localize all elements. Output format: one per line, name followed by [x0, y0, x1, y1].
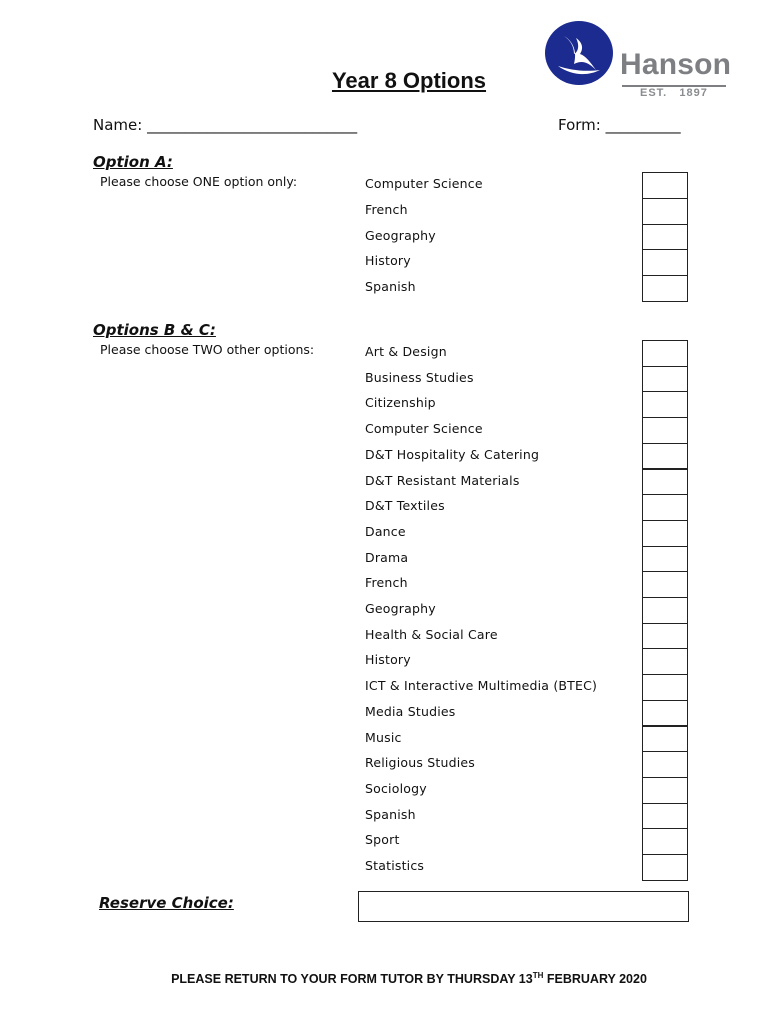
choice-checkbox[interactable] [642, 417, 688, 444]
choice-checkbox[interactable] [642, 597, 688, 624]
subject-label: D&T Textiles [365, 498, 445, 514]
page-title: Year 8 Options [331, 68, 487, 93]
choice-checkbox[interactable] [642, 249, 688, 276]
choice-checkbox[interactable] [642, 340, 688, 367]
choice-checkbox[interactable] [642, 751, 688, 778]
choice-checkbox[interactable] [642, 198, 688, 225]
subject-label: Health & Social Care [365, 626, 498, 642]
choice-checkbox[interactable] [642, 494, 688, 521]
subject-label: French [365, 575, 408, 591]
subject-label: Statistics [365, 858, 425, 873]
subject-label: History [365, 253, 411, 269]
subject-label: Art & Design [365, 344, 447, 359]
subject-label: Religious Studies [365, 755, 475, 771]
subject-label: Computer Science [365, 421, 483, 437]
subject-label: Media Studies [365, 703, 456, 719]
footer-date: FEBRUARY 2020 [543, 972, 647, 986]
footer-superscript: TH [532, 971, 544, 980]
choice-checkbox[interactable] [642, 674, 688, 701]
choice-checkbox[interactable] [642, 366, 688, 393]
subject-label: Spanish [365, 279, 416, 295]
subject-label: Geography [365, 601, 436, 616]
choice-checkbox[interactable] [642, 224, 688, 251]
choice-checkbox[interactable] [642, 726, 688, 753]
option-a-instruction: Please choose ONE option only: [100, 174, 298, 189]
options-bc-instruction: Please choose TWO other options: [100, 342, 315, 357]
choice-checkbox[interactable] [642, 803, 688, 830]
subject-label: Citizenship [365, 395, 436, 411]
choice-checkbox[interactable] [642, 623, 688, 650]
name-field[interactable]: Name: ____________________________ [93, 116, 358, 134]
subject-label: Drama [365, 549, 409, 565]
option-a-title: Option A: [93, 153, 173, 171]
form-field[interactable]: Form: __________ [558, 116, 681, 134]
choice-checkbox[interactable] [642, 777, 688, 804]
subject-label: Geography [365, 227, 436, 243]
reserve-choice-title: Reserve Choice: [99, 894, 234, 912]
subject-label: Dance [365, 523, 406, 539]
footer-instruction [0, 971, 770, 986]
choice-checkbox[interactable] [642, 648, 688, 675]
choice-checkbox[interactable] [642, 469, 688, 496]
choice-checkbox[interactable] [642, 571, 688, 598]
choice-checkbox[interactable] [642, 700, 688, 727]
subject-label: Sociology [365, 780, 427, 796]
subject-label: Spanish [365, 806, 416, 822]
subject-label: Business Studies [365, 369, 474, 385]
subject-label: ICT & Interactive Multimedia (BTEC) [365, 678, 598, 694]
options-bc-title: Options B & C: [93, 321, 216, 339]
logo-name: Hanson [620, 48, 732, 81]
reserve-choice-box[interactable] [358, 891, 689, 922]
choice-checkbox[interactable] [642, 172, 688, 199]
subject-label: D&T Resistant Materials [365, 472, 520, 488]
subject-label: French [365, 201, 408, 217]
choice-checkbox[interactable] [642, 828, 688, 855]
logo-est: EST. 1897 [640, 87, 708, 99]
subject-label: Music [365, 729, 402, 745]
choice-checkbox[interactable] [642, 546, 688, 573]
subject-label: History [365, 652, 411, 668]
subject-label: Computer Science [365, 176, 483, 191]
choice-checkbox[interactable] [642, 443, 688, 470]
choice-checkbox[interactable] [642, 520, 688, 547]
choice-checkbox[interactable] [642, 854, 688, 881]
footer-text: PLEASE RETURN TO YOUR FORM TUTOR BY THURSDAY 13 [171, 972, 533, 986]
choice-checkbox[interactable] [642, 391, 688, 418]
choice-checkbox[interactable] [642, 275, 688, 302]
subject-label: Sport [365, 832, 400, 848]
subject-label: D&T Hospitality & Catering [365, 446, 540, 462]
